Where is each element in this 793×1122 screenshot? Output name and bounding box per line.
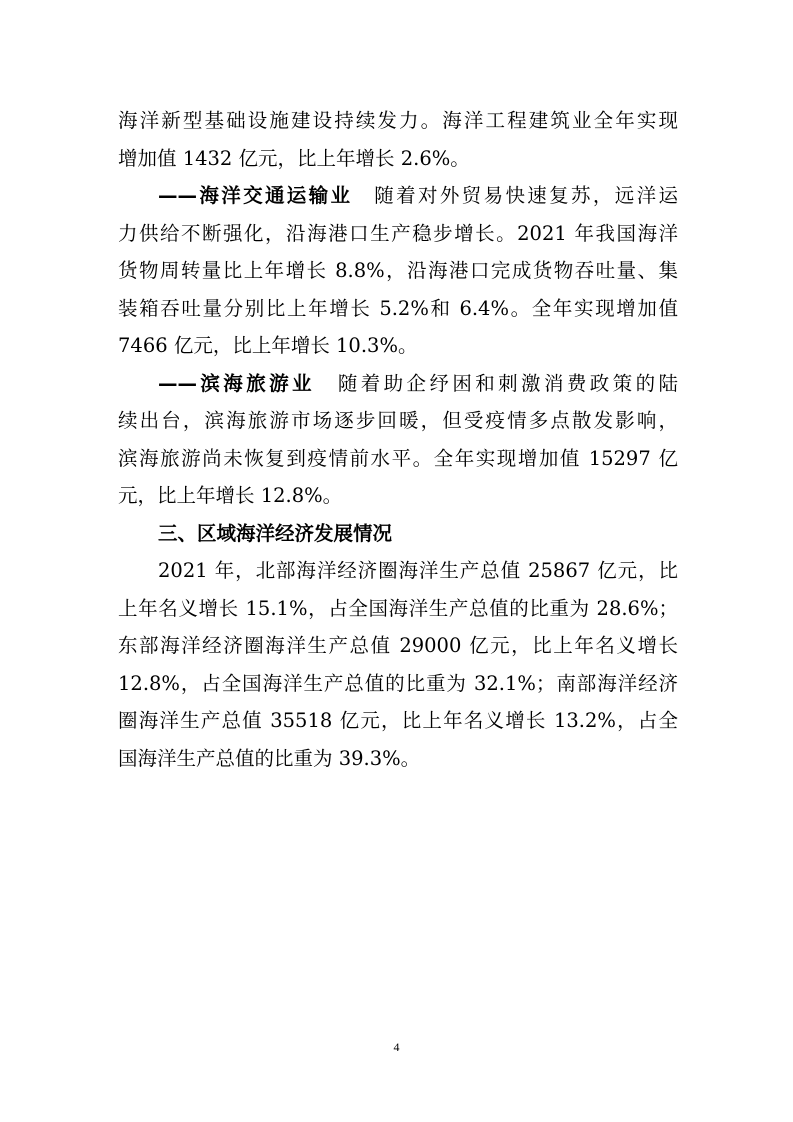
- body-text: [118, 102, 678, 777]
- paragraph-regional-economy: [118, 552, 678, 777]
- text-line: [118, 177, 678, 215]
- text-line: 东部海洋经济圈海洋生产总值 29000 亿元，比上年名义增长: [118, 634, 678, 657]
- text-line: 续出台，滨海旅游市场逐步回暖，但受疫情多点散发影响，: [118, 409, 678, 432]
- text-line: 12.8%，占全国海洋生产总值的比重为 32.1%；南部海洋经济: [118, 671, 678, 695]
- text-line: 2021 年，北部海洋经济圈海洋生产总值 25867 亿元，比: [158, 559, 678, 582]
- text-line: 力供给不断强化，沿海港口生产稳步增长。2021 年我国海洋: [118, 221, 678, 245]
- section-label: ——滨海旅游业: [158, 371, 315, 395]
- text-line: [118, 365, 678, 403]
- text-line: 增加值 1432 亿元，比上年增长 2.6%。: [118, 146, 470, 170]
- paragraph-marine-engineering: [118, 102, 678, 177]
- section-heading: 三、区域海洋经济发展情况: [158, 521, 393, 545]
- text-line: 货物周转量比上年增长 8.8%，沿海港口完成货物吞吐量、集: [118, 259, 678, 282]
- page-number: 4: [393, 1040, 400, 1054]
- text-line: 上年名义增长 15.1%，占全国海洋生产总值的比重为 28.6%；: [118, 596, 678, 620]
- text-line: 国海洋生产总值的比重为 39.3%。: [118, 746, 421, 770]
- text-line: 元，比上年增长 12.8%。: [118, 484, 343, 507]
- paragraph-marine-transport: [118, 177, 678, 365]
- text-line: 7466 亿元，比上年增长 10.3%。: [118, 334, 418, 357]
- text-span: 随着助企纾困和刺激消费政策的陆: [334, 371, 678, 395]
- text-line: 装箱吞吐量分别比上年增长 5.2%和 6.4%。全年实现增加值: [118, 296, 678, 320]
- text-line: 海洋新型基础设施建设持续发力。海洋工程建筑业全年实现: [118, 109, 678, 132]
- text-line: 圈海洋生产总值 35518 亿元，比上年名义增长 13.2%，占全: [118, 709, 678, 732]
- text-span: 随着对外贸易快速复苏，远洋运: [371, 184, 678, 207]
- text-line: 滨海旅游尚未恢复到疫情前水平。全年实现增加值 15297 亿: [118, 446, 678, 470]
- paragraph-coastal-tourism: [118, 365, 678, 515]
- section-label: ——海洋交通运输业: [158, 184, 353, 207]
